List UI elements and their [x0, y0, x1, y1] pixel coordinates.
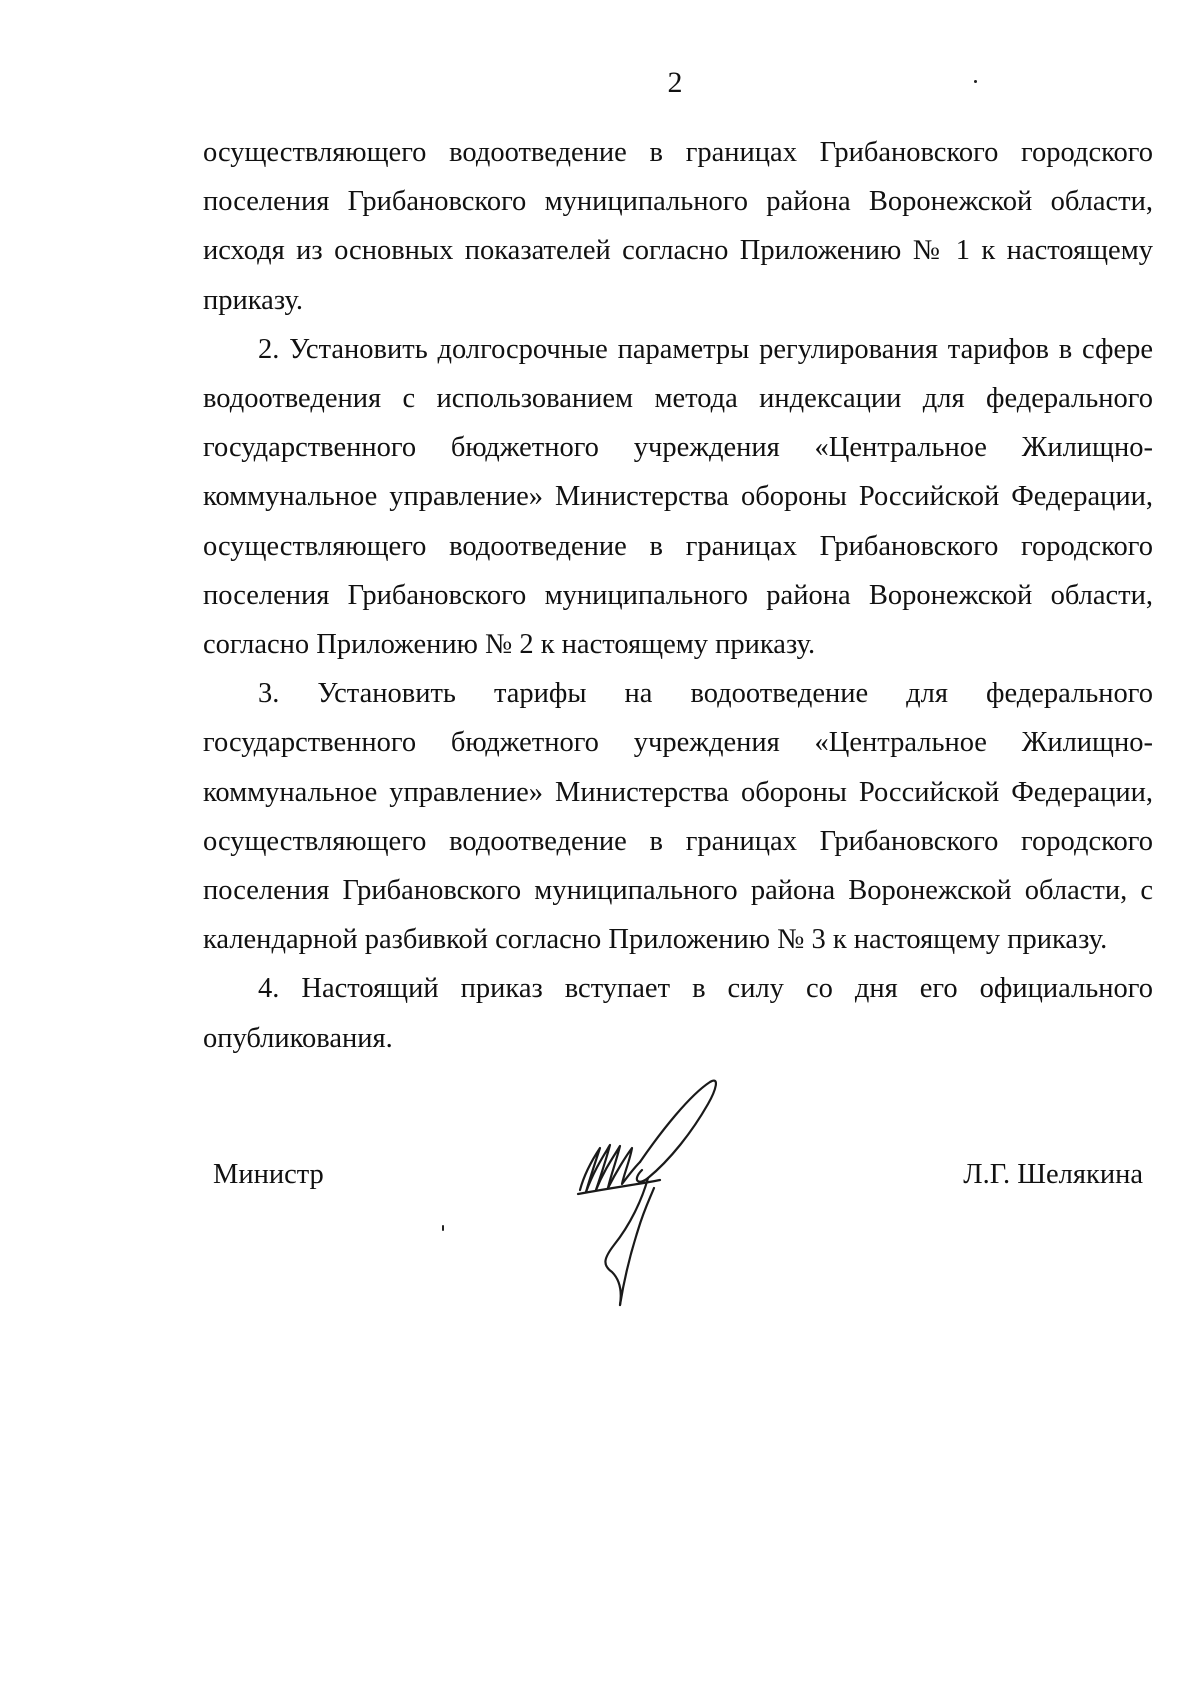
document-body: [203, 128, 1153, 1063]
handwritten-signature: [570, 1060, 740, 1310]
signatory-name: Л.Г. Шелякина: [963, 1159, 1143, 1190]
paragraph-item-3: 3. Установить тарифы на водоотведение для федерального государственного бюджетного учреждения «Центральное Жилищно-коммунальное управление» Министерства обороны Российской Федерации, осуществляющего водоотведение в границах Грибановского городского поселения Грибановского муниципального района Воронежской области, с календарной разбивкой согласно Приложению № 3 к настоящему приказу.: [203, 678, 1153, 956]
paragraph-item-2: 2. Установить долгосрочные параметры регулирования тарифов в сфере водоотведения с использованием метода индексации для федерального государственного бюджетного учреждения «Центральное Жилищно-коммунальное управление» Министерства обороны Российской Федерации, осуществляющего водоотведение в границах Грибановского городского поселения Грибановского муниципального района Воронежской области, согласно Приложению № 2 к настоящему приказу.: [203, 333, 1153, 661]
scan-speck: [974, 80, 977, 83]
continuation-paragraph: осуществляющего водоотведение в границах Грибановского городского поселения Грибановского муниципального района Воронежской области, исходя из основных показателей согласно Приложению № 1 к настоящему приказу.: [203, 137, 1153, 316]
paragraph-item-4: 4. Настоящий приказ вступает в силу со дня его официального опубликования.: [203, 973, 1153, 1054]
signatory-position: Министр: [213, 1159, 324, 1190]
scan-speck: [442, 1225, 444, 1231]
page-number: 2: [667, 66, 683, 99]
